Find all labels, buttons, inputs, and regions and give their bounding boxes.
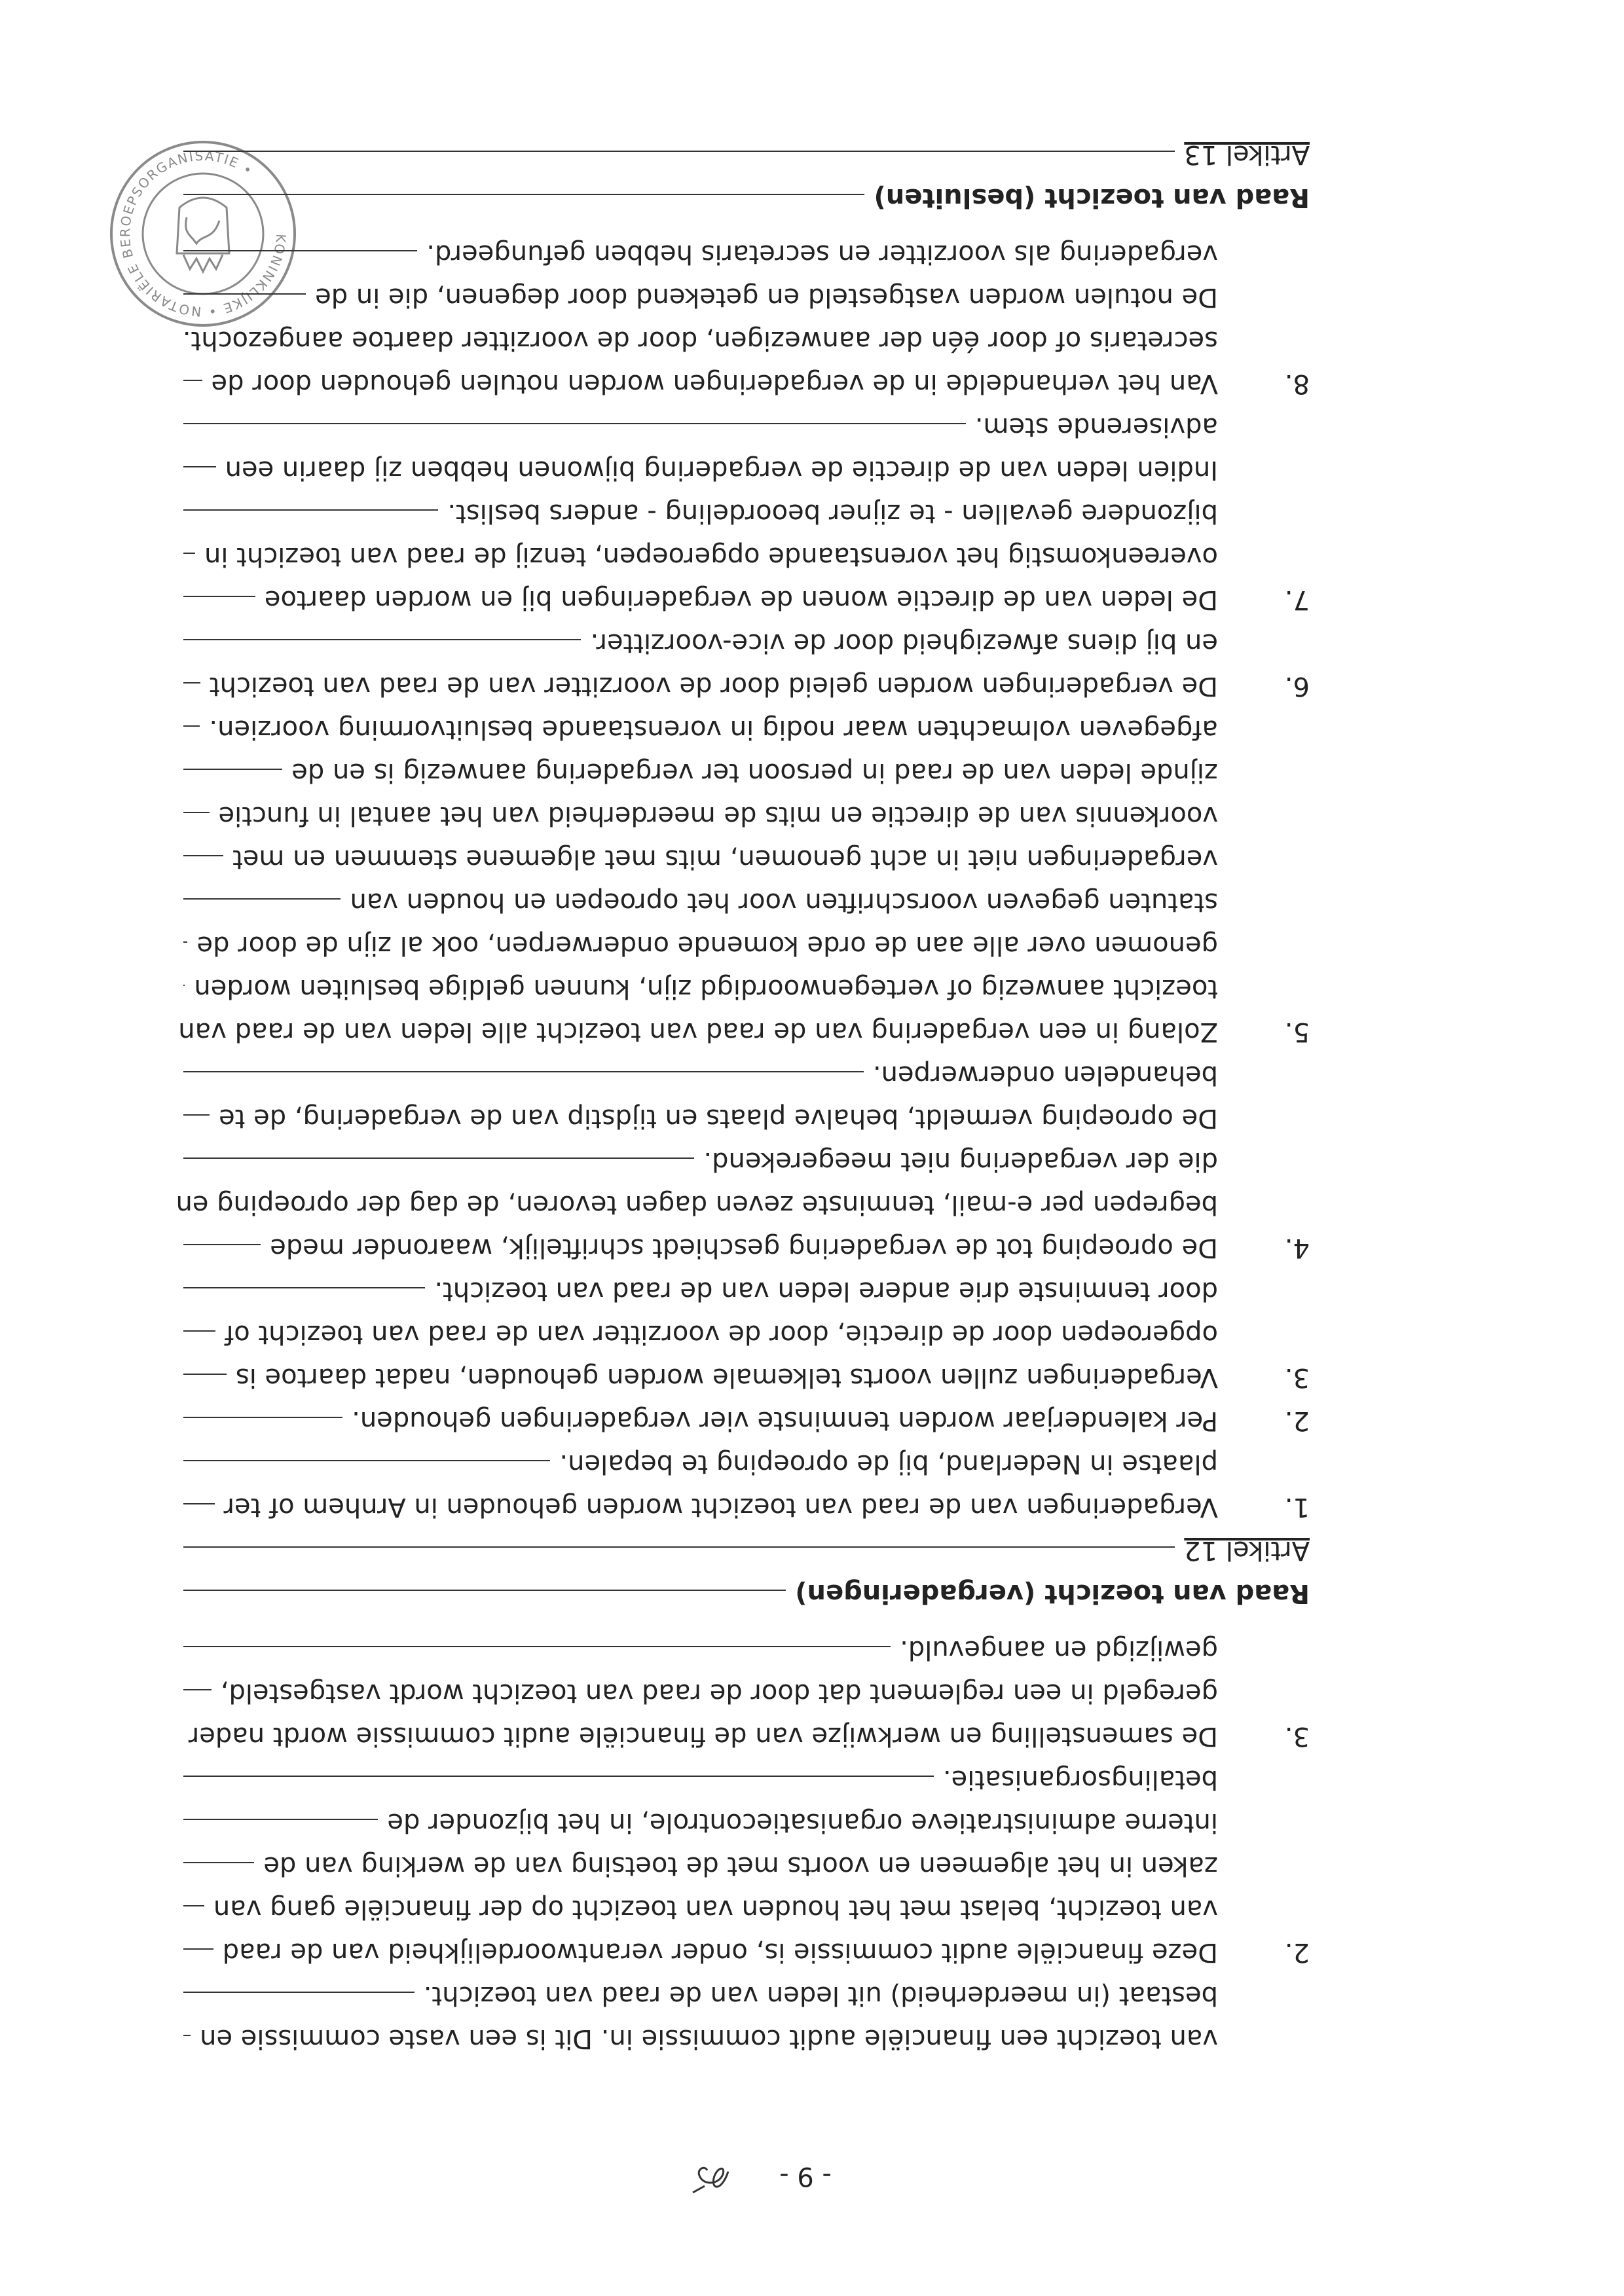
line-text: Raad van toezicht (besluiten) — [874, 183, 1310, 213]
page-number — [740, 2161, 871, 2191]
fill-line — [183, 985, 185, 986]
text-line — [183, 1844, 1310, 1887]
line-text: statuten gegeven voorschriften voor het oproepen en houden van — [350, 887, 1218, 917]
paragraph-number: 4. — [1284, 1233, 1310, 1263]
text-line — [183, 1758, 1310, 1801]
line-text: genomen over alle aan de orde komende onderwerpen, ook al zijn de door de — [196, 930, 1218, 960]
line-text: De notulen worden vastgesteld en getekend door degenen, die in de — [315, 282, 1218, 312]
text-line — [183, 319, 1310, 362]
paragraph-number: 3. — [1284, 1362, 1310, 1393]
text-line — [183, 1887, 1310, 1931]
fill-line — [183, 1460, 550, 1461]
fill-line — [183, 855, 223, 856]
fill-line — [183, 596, 255, 597]
line-text: Raad van toezicht (vergaderingen) — [795, 1578, 1310, 1609]
fill-line — [183, 2035, 191, 2036]
text-line — [183, 1974, 1310, 2017]
text-line — [183, 837, 1310, 881]
line-content — [183, 708, 1218, 751]
text-line — [178, 1010, 1310, 1053]
text-line — [183, 535, 1310, 578]
line-content — [183, 621, 1218, 665]
page-number-label: - 9 - — [779, 2161, 832, 2191]
line-text: overeenkomstig het vorenstaande opgeroepen, tenzij de raad van toezicht in — [204, 541, 1218, 572]
paragraph-number: 5. — [1284, 1017, 1310, 1047]
text-line — [183, 924, 1310, 967]
line-text: De samenstelling en werkwijze van de financiële audit commissie wordt nader — [188, 1721, 1218, 1751]
fill-line — [183, 769, 282, 770]
fill-line — [183, 682, 200, 683]
text-line — [183, 232, 1310, 276]
text-line — [183, 276, 1310, 319]
line-text: plaatse in Nederland, bij de oproeping te bepalen. — [559, 1449, 1218, 1479]
line-content — [183, 1485, 1218, 1529]
line-text: zaken in het algemeen en voorts met de toetsing van de werking van de — [263, 1851, 1218, 1881]
paragraph-number: 1. — [1284, 1492, 1310, 1522]
line-content — [183, 492, 1218, 535]
fill-line — [183, 1244, 261, 1245]
fill-line — [183, 1646, 891, 1647]
line-content — [183, 665, 1218, 708]
line-content — [183, 1801, 1218, 1844]
fill-line — [183, 1071, 864, 1072]
line-content — [183, 1313, 1218, 1356]
line-content — [183, 1931, 1218, 1974]
text-line — [183, 1931, 1310, 1974]
fill-line — [183, 1287, 425, 1288]
line-content — [183, 176, 1310, 219]
line-content — [183, 1671, 1218, 1715]
line-text: Artikel 12 — [1184, 1535, 1310, 1565]
fill-line — [183, 466, 216, 467]
text-line — [183, 1269, 1310, 1313]
section-heading — [183, 176, 1310, 219]
fill-line — [183, 639, 581, 640]
line-text: voorkennis van de directie en mits de meerderheid van het aantal in functie — [218, 801, 1218, 831]
line-text: Vergaderingen zullen voorts telkemale worden gehouden, nadat daartoe is — [235, 1362, 1218, 1393]
article-heading — [183, 133, 1310, 176]
line-content — [183, 1715, 1218, 1758]
fill-line — [183, 194, 864, 195]
line-text: toezicht aanwezig of vertegenwoordigd zijn, kunnen geldige besluiten worden — [194, 974, 1218, 1004]
text-line — [183, 751, 1310, 794]
fill-line — [183, 812, 210, 813]
line-text: Per kalenderjaar worden tenminste vier vergaderingen gehouden. — [352, 1406, 1218, 1436]
text-line — [183, 665, 1310, 708]
line-text: Van het verhandelde in de vergaderingen worden notulen gehouden door de — [211, 369, 1218, 399]
paragraph-number: 8. — [1284, 369, 1310, 399]
line-text: die der vergadering niet meegerekend. — [703, 1146, 1218, 1176]
line-content — [183, 837, 1218, 881]
section-gap — [183, 1615, 1310, 1628]
line-text: bestaat (in meerderheid) uit leden van de raad van toezicht. — [423, 1980, 1218, 2011]
fill-line — [183, 941, 187, 943]
fill-line — [183, 1819, 378, 1820]
text-line — [183, 1671, 1310, 1715]
line-content — [183, 405, 1218, 448]
fill-line — [183, 898, 341, 900]
line-content — [183, 1887, 1218, 1931]
fill-line — [183, 553, 195, 554]
text-line — [183, 1801, 1310, 1844]
line-content — [183, 924, 1218, 967]
fill-line — [183, 1417, 342, 1418]
line-content — [183, 2017, 1218, 2060]
line-content — [178, 1010, 1218, 1053]
line-text: Artikel 13 — [1184, 139, 1310, 170]
fill-line — [183, 725, 200, 727]
line-text: interne administratieve organisatiecontrole, in het bijzonder de — [387, 1808, 1218, 1838]
line-content — [183, 578, 1218, 621]
line-text: zijnde leden van de raad in persoon ter vergadering aanwezig is en de — [291, 757, 1218, 788]
line-content — [183, 1226, 1218, 1269]
line-content — [183, 319, 1218, 362]
fill-line — [183, 1948, 213, 1950]
text-line — [183, 1715, 1310, 1758]
line-text: betalingsorganisatie. — [942, 1764, 1218, 1795]
paragraph-number: 2. — [1284, 1406, 1310, 1436]
line-content — [183, 133, 1310, 176]
text-line — [183, 1485, 1310, 1529]
handwritten-initial — [688, 2156, 733, 2198]
line-content — [183, 1974, 1218, 2017]
line-content — [183, 751, 1218, 794]
line-text: behandelen onderwerpen. — [872, 1060, 1218, 1090]
line-text: De oproeping vermeldt, behalve plaats en tijdstip van de vergadering, de te — [219, 1103, 1218, 1133]
line-text: van toezicht, belast met het houden van toezicht op der financiële gang van — [213, 1894, 1218, 1924]
paragraph-number: 6. — [1284, 671, 1310, 701]
line-text: Indien leden van de directie de vergadering bijwonen hebben zij daarin een — [225, 455, 1218, 485]
line-content — [183, 1758, 1218, 1801]
line-text: bijzondere gevallen - te zijner beoordeling - anders beslist. — [447, 498, 1218, 528]
text-line — [183, 1399, 1310, 1442]
text-line — [183, 794, 1310, 837]
line-content — [183, 276, 1218, 319]
paragraph-number: 2. — [1284, 1937, 1310, 1967]
fill-line — [183, 1776, 934, 1777]
line-text: Vergaderingen van de raad van toezicht worden gehouden in Arnhem of ter — [223, 1492, 1218, 1522]
paragraph-number: 3. — [1284, 1721, 1310, 1751]
text-line — [183, 448, 1310, 492]
line-content — [183, 1053, 1218, 1097]
svg-text:KONINKLIJKE • NOTARIËLE BEROEP: KONINKLIJKE • NOTARIËLE BEROEPSORGANISATIE • — [117, 147, 289, 320]
text-line — [183, 1226, 1310, 1269]
fill-line — [183, 1590, 786, 1591]
line-content — [183, 967, 1218, 1010]
text-line — [183, 881, 1310, 924]
line-text: gewijzigd en aangevuld. — [900, 1635, 1218, 1665]
text-line — [183, 967, 1310, 1010]
fill-line — [183, 151, 1175, 152]
line-text: afgegeven volmachten waar nodig in vorenstaande besluitvorming voorzien. — [209, 714, 1218, 744]
text-line — [183, 405, 1310, 448]
line-text: geregeld in een reglement dat door de raad van toezicht wordt vastgesteld, — [220, 1678, 1218, 1708]
line-text: secretaris of door één der aanwezigen, door de voorzitter daartoe aangezocht. — [182, 325, 1218, 355]
fill-line — [183, 380, 202, 381]
text-line — [183, 362, 1310, 405]
text-line — [183, 492, 1310, 535]
fill-line — [183, 1374, 227, 1375]
text-line — [183, 578, 1310, 621]
document-body — [175, 133, 1310, 2060]
fill-line — [183, 1862, 254, 1863]
line-text: van toezicht een financiële audit commissie in. Dit is een vaste commissie en — [200, 2024, 1218, 2054]
fill-line — [183, 293, 306, 295]
line-content — [183, 1442, 1218, 1485]
line-text: vergadering als voorzitter en secretaris hebben gefungeerd. — [426, 239, 1218, 269]
line-content — [183, 1572, 1310, 1615]
fill-line — [183, 1114, 210, 1116]
line-content — [183, 794, 1218, 837]
fill-line — [183, 1503, 215, 1504]
fill-line — [183, 1330, 215, 1332]
line-content — [183, 1140, 1218, 1183]
line-text: adviserende stem. — [974, 412, 1218, 442]
line-content — [183, 535, 1218, 578]
text-line — [183, 1140, 1310, 1183]
fill-line — [183, 509, 438, 511]
line-text: De vergaderingen worden geleid door de voorzitter van de raad van toezicht — [209, 671, 1218, 701]
text-line — [183, 2017, 1310, 2060]
fill-line — [183, 1689, 212, 1690]
section-gap — [183, 219, 1310, 232]
fill-line — [183, 1157, 694, 1159]
text-line — [183, 1097, 1310, 1140]
line-content — [183, 1097, 1218, 1140]
line-content — [175, 1183, 1218, 1226]
line-content — [183, 1628, 1218, 1671]
line-content — [183, 448, 1218, 492]
section-heading — [183, 1572, 1310, 1615]
text-line — [183, 1442, 1310, 1485]
line-content — [183, 1529, 1310, 1572]
line-content — [183, 881, 1218, 924]
text-line — [183, 708, 1310, 751]
line-content — [183, 1356, 1218, 1399]
line-content — [183, 1399, 1218, 1442]
line-text: De oproeping tot de vergadering geschiedt schriftelijk, waaronder mede — [270, 1233, 1218, 1263]
text-line — [183, 1053, 1310, 1097]
line-content — [183, 232, 1218, 276]
fill-line — [183, 1905, 204, 1906]
fill-line — [183, 250, 417, 251]
line-text: en bij diens afwezigheid door de vice-voorzitter. — [590, 628, 1218, 658]
paragraph-number: 7. — [1284, 585, 1310, 615]
line-text: Zolang in een vergadering van de raad van toezicht alle leden van de raad van — [178, 1017, 1218, 1047]
fill-line — [183, 1546, 1175, 1548]
line-text: De leden van de directie wonen de vergaderingen bij en worden daartoe — [264, 585, 1218, 615]
line-content — [183, 1844, 1218, 1887]
line-text: Deze financiële audit commissie is, onder verantwoordelijkheid van de raad — [222, 1937, 1218, 1967]
line-text: begrepen per e-mail, tenminste zeven dagen tevoren, de dag der oproeping en — [175, 1190, 1218, 1220]
line-content — [183, 1269, 1218, 1313]
text-line — [183, 1628, 1310, 1671]
fill-line — [183, 423, 966, 424]
article-heading — [183, 1529, 1310, 1572]
fill-line — [183, 1992, 415, 1993]
line-text: door tenminste drie andere leden van de raad van toezicht. — [434, 1276, 1218, 1306]
line-text: opgeroepen door de directie, door de voorzitter van de raad van toezicht of — [225, 1319, 1218, 1349]
text-line — [183, 1313, 1310, 1356]
line-content — [183, 362, 1218, 405]
line-text: vergaderingen niet in acht genomen, mits met algemene stemmen en met — [232, 844, 1218, 874]
text-line — [183, 1356, 1310, 1399]
text-line — [175, 1183, 1310, 1226]
text-line — [183, 621, 1310, 665]
